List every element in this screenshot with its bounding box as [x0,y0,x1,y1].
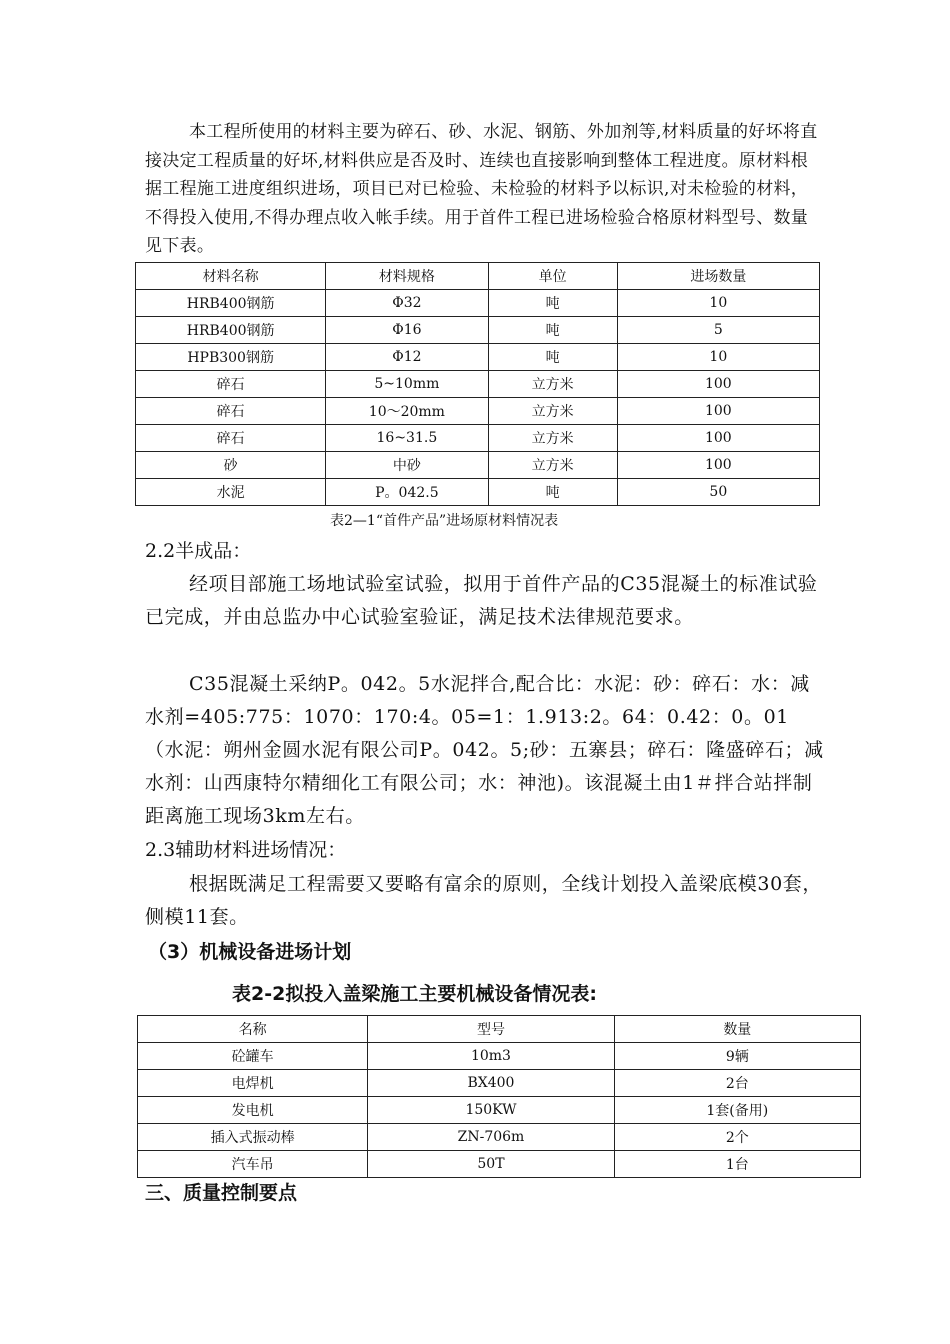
column-header: 进场数量 [617,263,819,290]
materials-table [135,262,820,506]
table-cell: 100 [617,398,819,425]
table-cell: 10m3 [368,1043,614,1070]
column-header: 名称 [138,1016,368,1043]
column-header: 型号 [368,1016,614,1043]
table-cell: 插入式振动棒 [138,1124,368,1151]
table-cell: 1台 [614,1151,860,1178]
table-cell: 150KW [368,1097,614,1124]
table-row [138,1097,861,1124]
table-cell: 立方米 [488,452,617,479]
paragraph [145,668,825,833]
table-cell: Φ16 [326,317,488,344]
table-cell: HRB400钢筋 [136,317,326,344]
paragraph-text: C35混凝土采纳P。042。5水泥拌合,配合比：水泥：砂：碎石：水：减水剂=405:775：1070：170:4。05=1：1.913:2。64：0.42：0。01（水泥：朔州金圆水泥有限公司P。042。5;砂：五寨县；碎石：隆盛碎石；减水剂：山西康特尔精细化工有限公司；水：神池)。该混凝土由1＃拌合站拌制距离施工现场3km左右。 [145,673,824,827]
table-cell: 10 [617,290,819,317]
table-cell: 100 [617,452,819,479]
paragraph-text: 经项目部施工场地试验室试验，拟用于首件产品的C35混凝土的标准试验已完成，并由总监办中心试验室验证，满足技术法律规范要求。 [145,573,818,628]
table-cell: Φ12 [326,344,488,371]
section-heading-quality: 三、质量控制要点 [145,1182,298,1204]
table-cell: 砂 [136,452,326,479]
table-title: 表2-2拟投入盖梁施工主要机械设备情况表: [232,983,597,1005]
table-cell: 10 [617,344,819,371]
table-cell: 中砂 [326,452,488,479]
column-header: 材料规格 [326,263,488,290]
table-cell: 碎石 [136,425,326,452]
table-row [136,344,820,371]
table-cell: 汽车吊 [138,1151,368,1178]
paragraph [145,568,825,634]
table-cell: 100 [617,425,819,452]
table-cell: 发电机 [138,1097,368,1124]
table-cell: 16~31.5 [326,425,488,452]
table-cell: 9辆 [614,1043,860,1070]
table-row [136,371,820,398]
table-cell: Φ32 [326,290,488,317]
paragraph [145,868,825,934]
table-row [138,1151,861,1178]
table-cell: 5 [617,317,819,344]
table-cell: HPB300钢筋 [136,344,326,371]
table-cell: 吨 [488,344,617,371]
table-cell: 立方米 [488,425,617,452]
section-heading-2-2: 2.2半成品： [145,540,252,562]
table-cell: 水泥 [136,479,326,506]
table-header-row [138,1016,861,1043]
table-cell: P。042.5 [326,479,488,506]
table-row [136,425,820,452]
table-row [136,317,820,344]
table-cell: 立方米 [488,371,617,398]
column-header: 材料名称 [136,263,326,290]
section-heading-3: （3）机械设备进场计划 [148,941,352,963]
paragraph-text: 根据既满足工程需要又要略有富余的原则，全线计划投入盖梁底模30套，侧模11套。 [145,873,822,928]
table-row [138,1070,861,1097]
table-cell: 砼罐车 [138,1043,368,1070]
table-row [136,452,820,479]
table-cell: 1套(备用) [614,1097,860,1124]
table-cell: 电焊机 [138,1070,368,1097]
table-caption: 表2—1“首件产品”进场原材料情况表 [330,513,559,529]
section-heading-2-3: 2.3辅助材料进场情况： [145,839,347,861]
table-cell: 5~10mm [326,371,488,398]
table-cell: ZN-706m [368,1124,614,1151]
table-cell: 50T [368,1151,614,1178]
table-row [136,398,820,425]
table-cell: 吨 [488,479,617,506]
table-cell: 立方米 [488,398,617,425]
table-row [136,479,820,506]
table-header-row [136,263,820,290]
table-cell: 2台 [614,1070,860,1097]
table-cell: 100 [617,371,819,398]
table-cell: 吨 [488,317,617,344]
table-cell: 2个 [614,1124,860,1151]
table-cell: 吨 [488,290,617,317]
intro-paragraph [145,118,825,261]
column-header: 单位 [488,263,617,290]
table-cell: HRB400钢筋 [136,290,326,317]
table-row [138,1043,861,1070]
table-cell: 10～20mm [326,398,488,425]
table-cell: 50 [617,479,819,506]
table-row [138,1124,861,1151]
table-cell: 碎石 [136,371,326,398]
equipment-table [137,1015,861,1178]
table-row [136,290,820,317]
intro-text: 本工程所使用的材料主要为碎石、砂、水泥、钢筋、外加剂等,材料质量的好坏将直接决定工程质量的好坏,材料供应是否及时、连续也直接影响到整体工程进度。原材料根据工程施工进度组织进场，项目已对已检验、未检验的材料予以标识,对未检验的材料，不得投入使用,不得办理点收入帐手续。用于首件工程已进场检验合格原材料型号、数量见下表。 [145,122,818,256]
table-cell: 碎石 [136,398,326,425]
table-cell: BX400 [368,1070,614,1097]
column-header: 数量 [614,1016,860,1043]
